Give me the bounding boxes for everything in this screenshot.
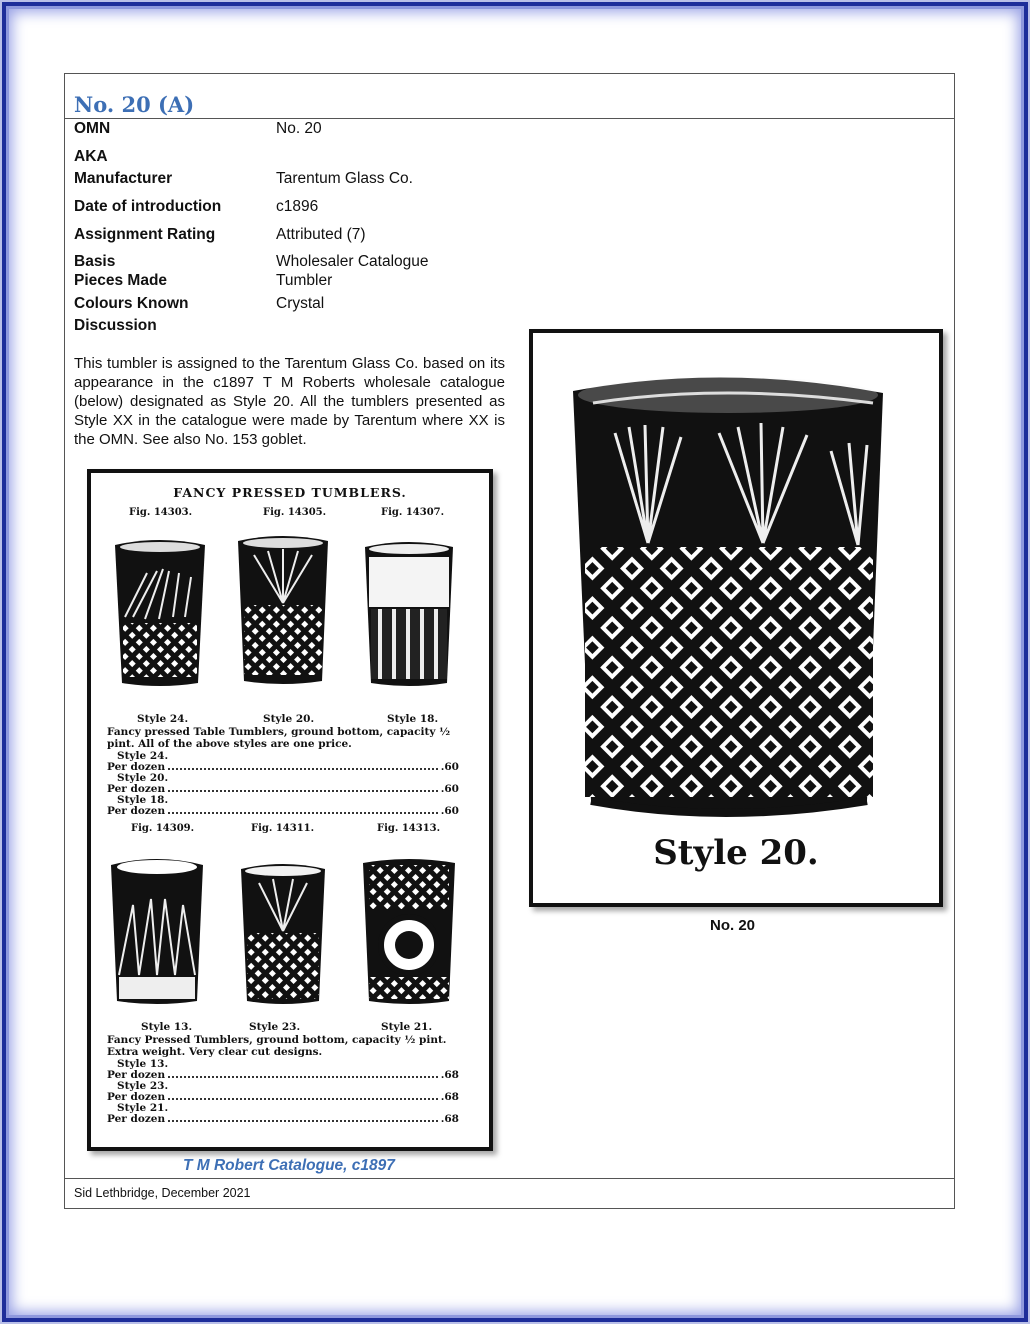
price-style: Style 23. [117,1080,169,1092]
tumbler-closeup-drawing [533,333,939,833]
price-row: Per dozen .68 [107,1069,459,1081]
style-label: Style 21. [381,1021,433,1033]
page-title: No. 20 (A) [74,92,195,117]
catalogue-description: Fancy pressed Table Tumblers, ground bottom, capacity ½ pint. All of the above styles are one price. [107,726,451,750]
style-label: Style 18. [387,713,439,725]
price-row: Per dozen .60 [107,761,459,773]
fig-label: Fig. 14313. [377,823,441,834]
field-label-aka: AKA [74,148,108,165]
field-value-manufacturer: Tarentum Glass Co. [276,170,413,187]
tumbler-style-13-drawing [107,855,207,1007]
fig-label: Fig. 14305. [263,507,327,518]
discussion-text: This tumbler is assigned to the Tarentum Glass Co. based on its appearance in the c1897 T M Roberts wholesale catalogue (below) designated as Style 20. All the tumblers presented as Style XX in the catalogue were made by Tarentum where XX is the OMN. See also No. 153 goblet. [74,355,505,448]
tumbler-style-18-drawing [361,539,457,689]
field-label-colours: Colours Known [74,295,189,312]
field-value-pieces: Tumbler [276,272,333,289]
catalogue-heading: FANCY PRESSED TUMBLERS. [173,485,407,500]
catalogue-caption: T M Robert Catalogue, c1897 [183,1157,395,1174]
price-style: Style 18. [117,794,169,806]
field-value-omn: No. 20 [276,120,322,137]
fig-label: Fig. 14303. [129,507,193,518]
tumbler-style-23-drawing [237,861,329,1007]
field-label-date: Date of introduction [74,198,222,215]
tumbler-style-20-drawing [234,533,332,689]
field-value-date: c1896 [276,198,319,215]
price-row: Per dozen .68 [107,1113,459,1125]
footer-divider [65,1178,954,1179]
field-label-basis: Basis [74,253,116,270]
price-row: Per dozen .60 [107,805,459,817]
style-label: Style 24. [137,713,189,725]
price-style: Style 21. [117,1102,169,1114]
closeup-caption: No. 20 [710,917,756,934]
fig-label: Fig. 14311. [251,823,315,834]
style-label: Style 20. [263,713,315,725]
fig-label: Fig. 14309. [131,823,195,834]
catalogue-image [87,469,493,1151]
style-20-label: Style 20. [653,833,819,873]
title-divider [65,118,954,119]
field-label-omn: OMN [74,120,111,137]
footer-text: Sid Lethbridge, December 2021 [74,1186,251,1200]
fig-label: Fig. 14307. [381,507,445,518]
field-label-rating: Assignment Rating [74,226,216,243]
field-value-basis: Wholesaler Catalogue [276,253,429,270]
field-value-colours: Crystal [276,295,325,312]
field-label-manufacturer: Manufacturer [74,170,173,187]
field-value-rating: Attributed (7) [276,226,366,243]
price-style: Style 20. [117,772,169,784]
field-label-pieces: Pieces Made [74,272,168,289]
field-label-discussion: Discussion [74,317,157,334]
tumbler-closeup-image [529,329,943,907]
tumbler-style-24-drawing [111,537,209,689]
price-style: Style 13. [117,1058,169,1070]
tumbler-style-21-drawing [359,857,459,1007]
style-label: Style 13. [141,1021,193,1033]
document-page [64,73,955,1209]
catalogue-description: Fancy Pressed Tumblers, ground bottom, capacity ½ pint. Extra weight. Very clear cut designs. [107,1034,447,1058]
price-row: Per dozen .60 [107,783,459,795]
price-row: Per dozen .68 [107,1091,459,1103]
style-label: Style 23. [249,1021,301,1033]
price-style: Style 24. [117,750,169,762]
